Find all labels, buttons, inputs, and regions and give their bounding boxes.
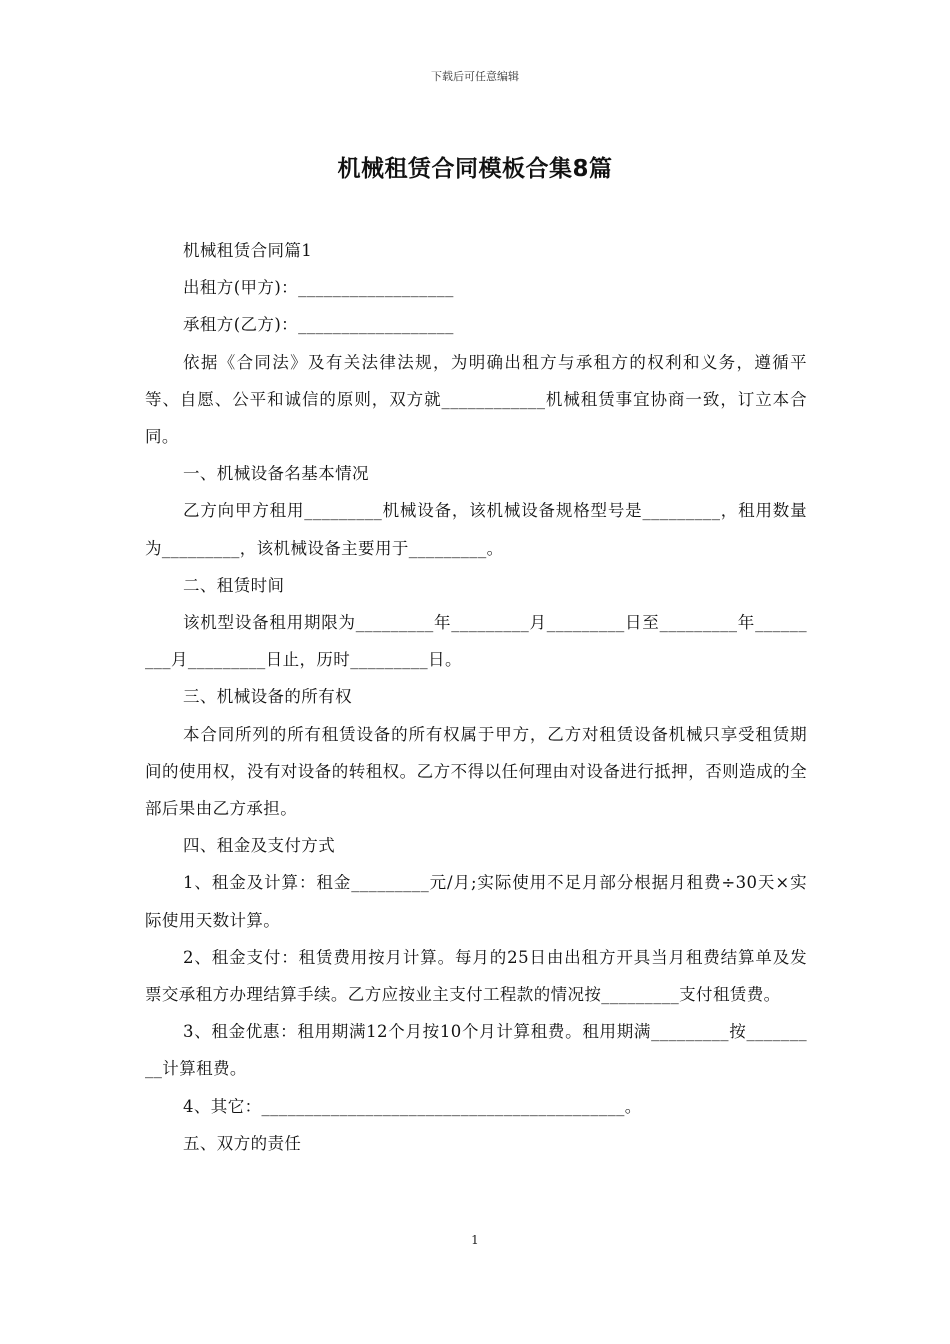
- contract-heading: 机械租赁合同篇1: [183, 241, 313, 260]
- document-body: [145, 232, 807, 1162]
- rent-payment-paragraph: 2、租金支付：租赁费用按月计算。每月的25日由出租方开具当月租费结算单及发票交承租方办理结算手续。乙方应按业主支付工程款的情况按_________支付租赁费。: [145, 947, 807, 1005]
- lease-term-paragraph: 该机型设备租用期限为_________年_________月_________日至_________年_________月_________日止，历时_________日。: [145, 613, 807, 670]
- section-heading-2: 二、租赁时间: [183, 575, 285, 595]
- rent-discount-paragraph: 3、租金优惠：租用期满12个月按10个月计算租费。租用期满_________按_________计算租费。: [145, 1022, 807, 1079]
- document-title: 机械租赁合同模板合集8篇: [337, 156, 613, 182]
- header-note: 下载后可任意编辑: [431, 70, 519, 83]
- section-heading-1: 一、机械设备名基本情况: [183, 464, 369, 484]
- section-heading-5: 五、双方的责任: [183, 1133, 302, 1153]
- other-terms-paragraph: 4、其它：__________________________________________。: [183, 1096, 642, 1116]
- section-heading-3: 三、机械设备的所有权: [183, 687, 352, 707]
- preamble-paragraph: 依据《合同法》及有关法律法规，为明确出租方与承租方的权利和义务，遵循平等、自愿、公平和诚信的原则，双方就____________机械租赁事宜协商一致，订立本合同。: [145, 352, 807, 447]
- section-heading-4: 四、租金及支付方式: [183, 836, 336, 856]
- ownership-paragraph: 本合同所列的所有租赁设备的所有权属于甲方，乙方对租赁设备机械只享受租赁期间的使用权，没有对设备的转租权。乙方不得以任何理由对设备进行抵押，否则造成的全部后果由乙方承担。: [145, 724, 807, 819]
- rent-calculation-paragraph: 1、租金及计算：租金_________元/月;实际使用不足月部分根据月租费÷30天×实际使用天数计算。: [145, 873, 807, 930]
- page-number: 1: [471, 1233, 479, 1247]
- equipment-paragraph: 乙方向甲方租用_________机械设备，该机械设备规格型号是_________，租用数量为_________，该机械设备主要用于_________。: [145, 501, 807, 558]
- lessor-line: 出租方(甲方)：__________________: [183, 278, 454, 298]
- lessee-line: 承租方(乙方)：__________________: [183, 315, 454, 335]
